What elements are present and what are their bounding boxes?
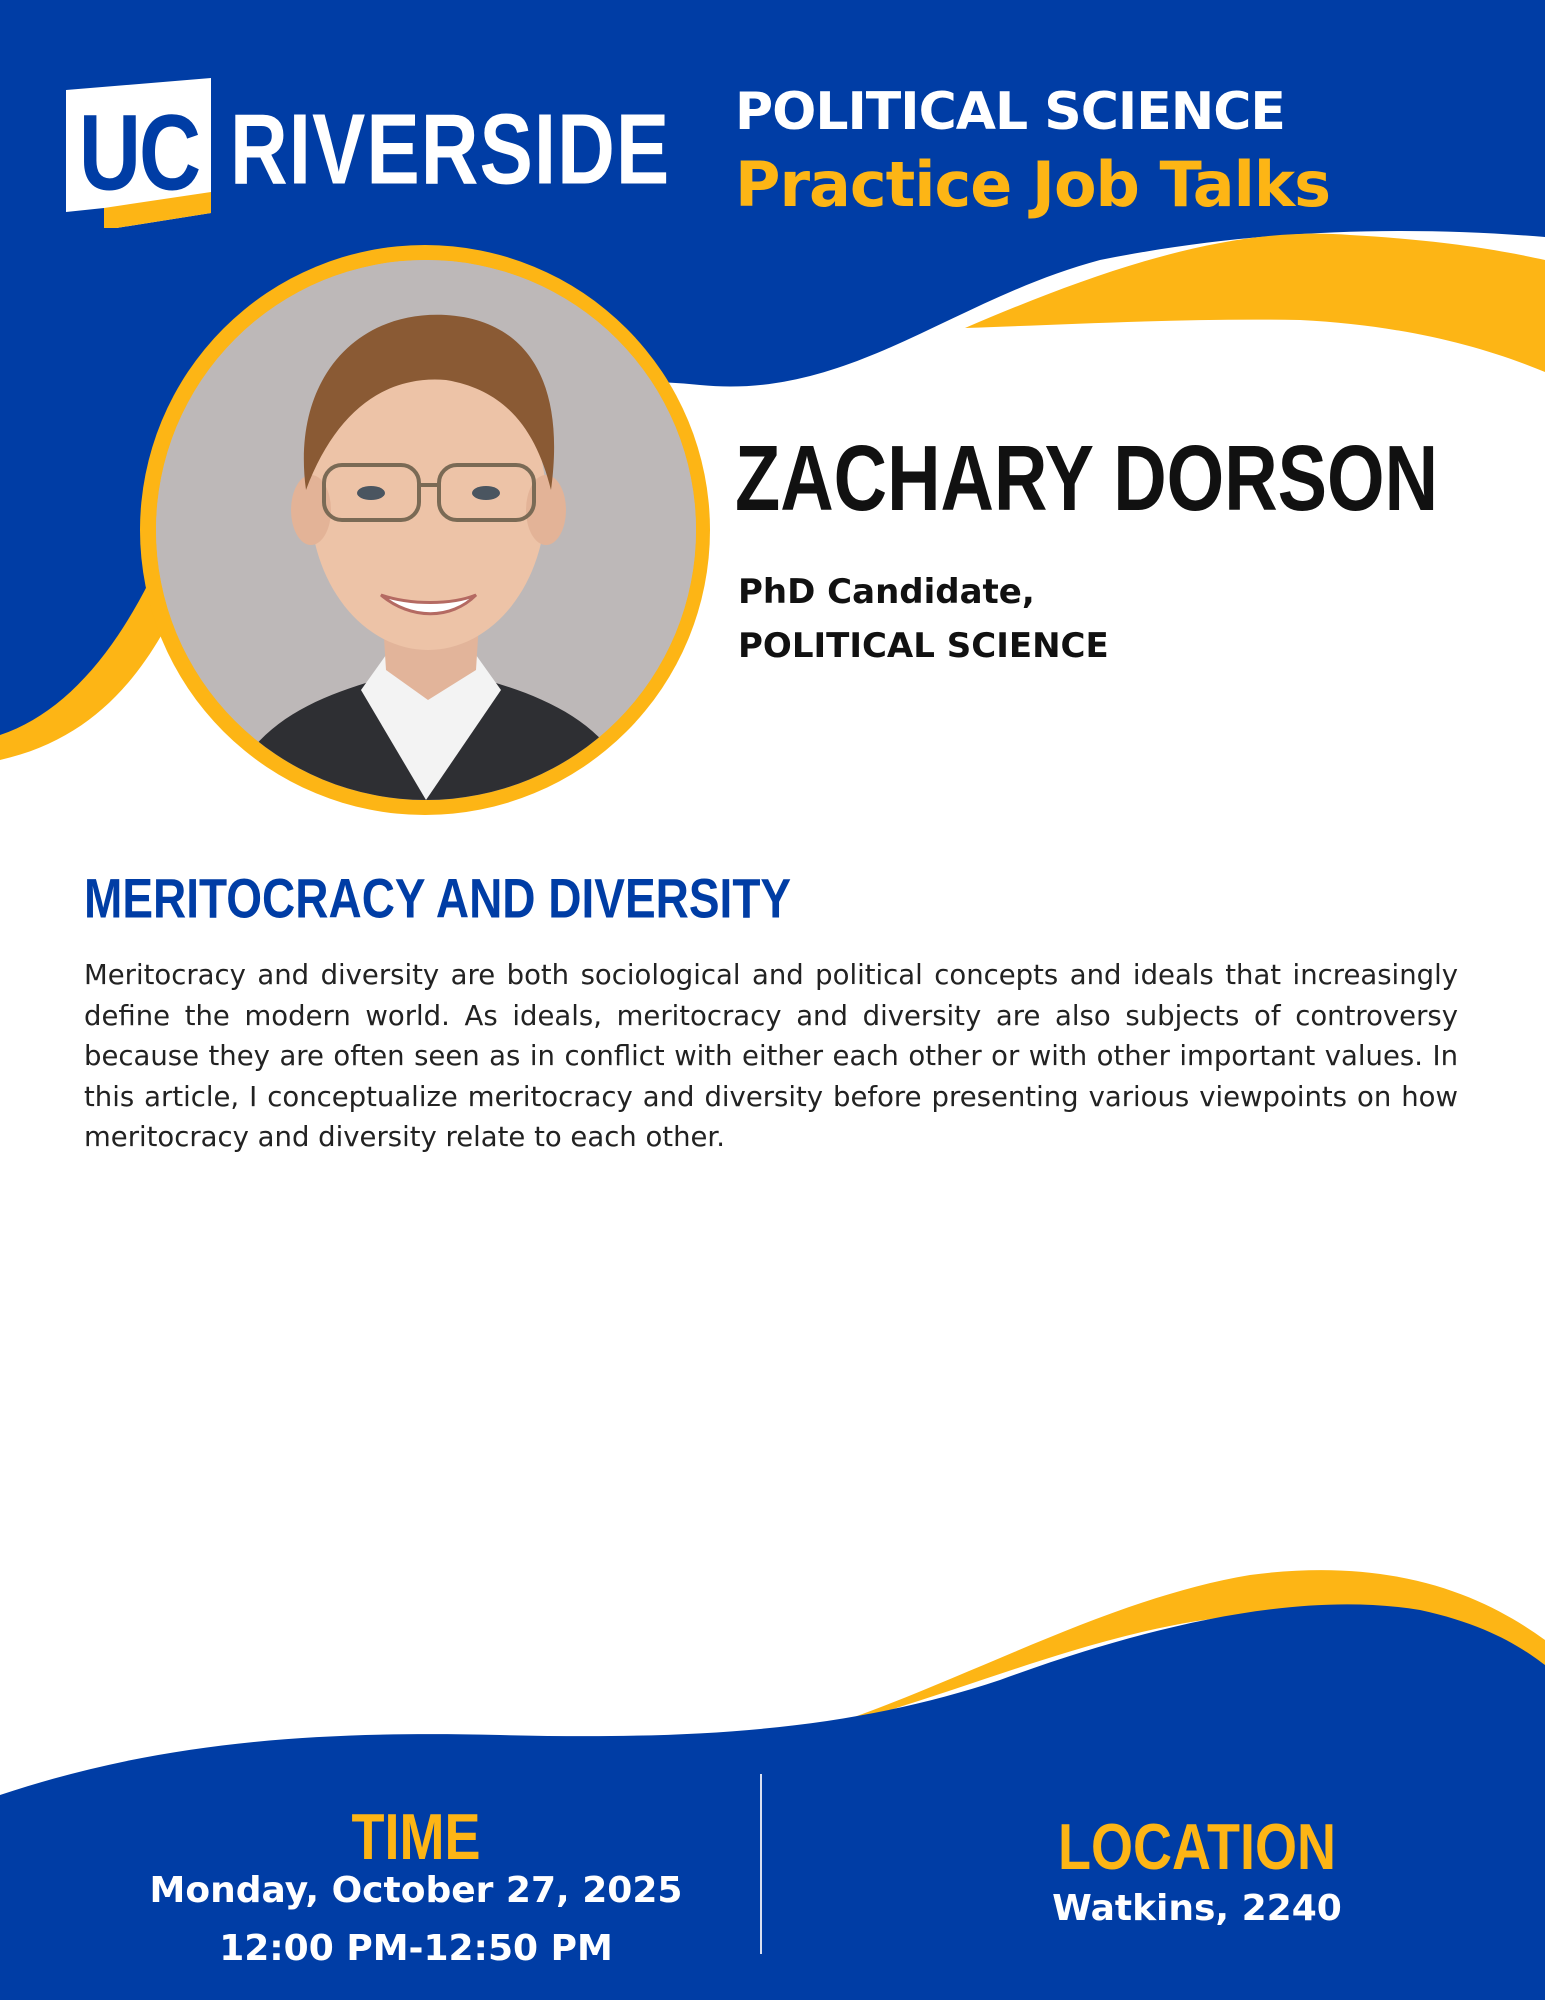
event-time: 12:00 PM-12:50 PM [219, 1928, 613, 1969]
time-heading: TIME [351, 1801, 481, 1874]
speaker-role-line1: PhD Candidate, [738, 572, 1035, 612]
talk-abstract: Meritocracy and diversity are both sociological and political concepts and ideals that increasingly define the modern world. As ideals, meritocracy and diversity are also subjects of controversy because they are often seen as in conflict with either each other or with other important values. In this article, I conceptualize meritocracy and diversity before presenting various viewpoints on how meritocracy and diversity relate to each other. [84, 959, 1458, 1153]
speaker-role-line2: POLITICAL SCIENCE [738, 626, 1109, 666]
event-location: Watkins, 2240 [1052, 1888, 1342, 1929]
footer-divider [760, 1774, 762, 1954]
department-title: POLITICAL SCIENCE [735, 82, 1285, 142]
location-heading: LOCATION [1058, 1811, 1336, 1884]
ucr-logo [66, 62, 671, 242]
speaker-name: ZACHARY DORSON [735, 426, 1439, 530]
series-title: Practice Job Talks [735, 148, 1331, 221]
talk-title: MERITOCRACY AND DIVERSITY [84, 867, 792, 930]
logo-uc-text: UC [78, 93, 200, 214]
logo-riverside-text: RIVERSIDE [230, 93, 671, 205]
event-date: Monday, October 27, 2025 [149, 1870, 683, 1911]
portrait-illustration [156, 260, 696, 800]
speaker-photo [156, 260, 696, 800]
